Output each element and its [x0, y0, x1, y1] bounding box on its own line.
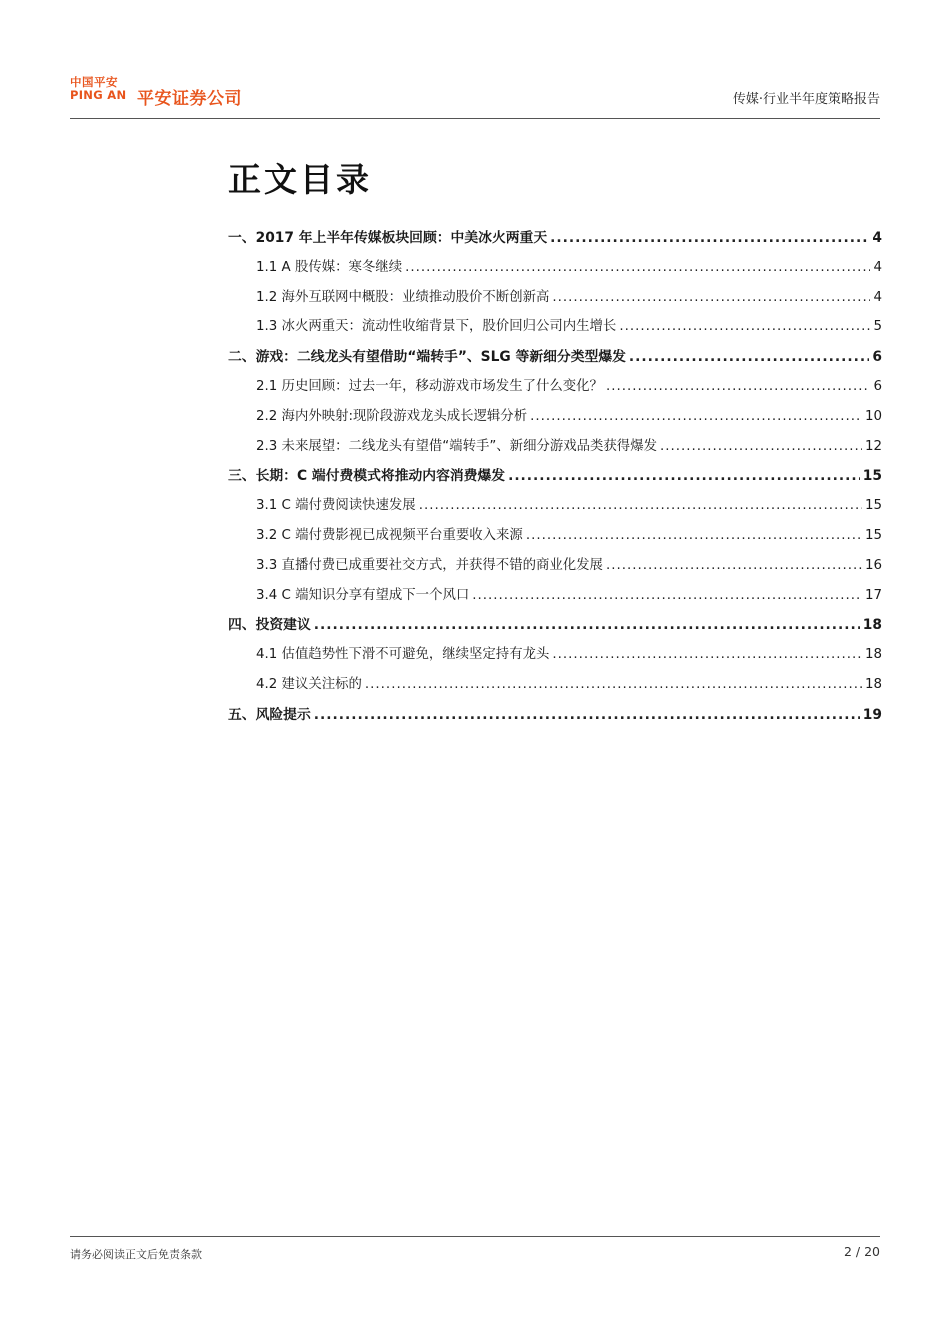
toc-entry-1-2[interactable] — [228, 286, 882, 316]
toc-entry-section-4[interactable] — [228, 613, 882, 643]
toc-page-number: 18 — [864, 676, 882, 692]
toc-entry-title: 4.1 估值趋势性下滑不可避免，继续坚定持有龙头 — [256, 647, 550, 663]
table-of-contents — [228, 226, 882, 733]
toc-page-number: 5 — [873, 319, 882, 335]
toc-page-number: 6 — [872, 349, 882, 366]
toc-entry-section-1[interactable] — [228, 226, 882, 256]
disclaimer-note: 请务必阅读正文后免责条款 — [70, 1248, 202, 1261]
toc-entry-3-2[interactable] — [228, 524, 882, 554]
logo-text-cn: 中国平安 — [70, 75, 118, 89]
toc-entry-title: 二、游戏：二线龙头有望借助“端转手”、SLG 等新细分类型爆发 — [228, 349, 626, 366]
toc-leader-dots — [552, 647, 862, 662]
toc-page-number: 4 — [873, 259, 882, 275]
toc-entry-title: 2.1 历史回顾：过去一年，移动游戏市场发生了什么变化？ — [256, 378, 603, 394]
toc-entry-1-3[interactable] — [228, 315, 882, 345]
toc-leader-dots — [660, 439, 862, 454]
toc-entry-title: 3.2 C 端付费影视已成视频平台重要收入来源 — [256, 527, 523, 543]
toc-entry-4-1[interactable] — [228, 643, 882, 673]
toc-page-number: 18 — [864, 647, 882, 663]
toc-entry-title: 一、2017 年上半年传媒板块回顾：中美冰火两重天 — [228, 230, 548, 246]
toc-page-number: 12 — [864, 438, 882, 454]
toc-entry-title: 1.3 冰火两重天：流动性收缩背景下，股价回归公司内生增长 — [256, 319, 617, 335]
toc-entry-3-4[interactable] — [228, 584, 882, 614]
toc-leader-dots — [365, 677, 862, 692]
toc-entry-2-2[interactable] — [228, 405, 882, 435]
toc-page-number: 6 — [873, 378, 882, 394]
toc-entry-title: 四、投资建议 — [228, 617, 311, 634]
toc-entry-title: 1.1 A 股传媒：寒冬继续 — [256, 259, 403, 275]
toc-entry-2-3[interactable] — [228, 435, 882, 465]
company-name: 平安证券公司 — [137, 89, 242, 109]
toc-entry-section-2[interactable] — [228, 345, 882, 375]
toc-leader-dots — [472, 588, 862, 603]
toc-entry-section-5[interactable] — [228, 703, 882, 733]
toc-leader-dots — [314, 707, 860, 723]
toc-entry-title: 2.2 海内外映射:现阶段游戏龙头成长逻辑分析 — [256, 408, 528, 424]
toc-entry-2-1[interactable] — [228, 375, 882, 405]
page-number: 2 / 20 — [843, 1244, 880, 1259]
toc-page-number: 17 — [864, 587, 882, 603]
toc-page-number: 15 — [862, 468, 882, 485]
toc-page-number: 15 — [864, 498, 882, 514]
toc-entry-3-1[interactable] — [228, 494, 882, 524]
toc-leader-dots — [526, 528, 862, 543]
toc-page-number: 18 — [862, 617, 882, 634]
toc-leader-dots — [405, 260, 870, 275]
toc-page-number: 16 — [864, 557, 882, 573]
toc-leader-dots — [619, 319, 870, 334]
toc-leader-dots — [606, 558, 862, 573]
toc-page-number: 10 — [864, 408, 882, 424]
report-type: 传媒·行业半年度策略报告 — [732, 92, 880, 107]
toc-entry-section-3[interactable] — [228, 464, 882, 494]
toc-leader-dots — [419, 498, 862, 513]
toc-entry-title: 2.3 未来展望：二线龙头有望借“端转手”、新细分游戏品类获得爆发 — [256, 438, 657, 454]
company-logo — [70, 76, 126, 102]
toc-leader-dots — [629, 349, 869, 365]
toc-entry-title: 3.1 C 端付费阅读快速发展 — [256, 498, 416, 514]
toc-entry-3-3[interactable] — [228, 554, 882, 584]
toc-entry-4-2[interactable] — [228, 673, 882, 703]
toc-entry-title: 五、风险提示 — [228, 706, 311, 723]
toc-page-number: 19 — [862, 706, 882, 723]
toc-page-number: 4 — [873, 289, 882, 305]
header-divider — [70, 118, 880, 119]
toc-page-number: 4 — [872, 230, 882, 246]
toc-entry-title: 1.2 海外互联网中概股：业绩推动股价不断创新高 — [256, 289, 550, 305]
logo-text-en: PING AN — [70, 88, 127, 102]
toc-leader-dots — [530, 409, 862, 424]
page-title: 正文目录 — [228, 160, 372, 199]
toc-leader-dots — [552, 290, 870, 305]
footer-divider — [70, 1236, 880, 1237]
toc-entry-title: 3.4 C 端知识分享有望成下一个风口 — [256, 587, 470, 603]
toc-leader-dots — [314, 617, 860, 633]
toc-entry-1-1[interactable] — [228, 256, 882, 286]
toc-leader-dots — [606, 379, 871, 394]
toc-entry-title: 3.3 直播付费已成重要社交方式，并获得不错的商业化发展 — [256, 557, 603, 573]
toc-page-number: 15 — [864, 527, 882, 543]
toc-entry-title: 三、长期：C 端付费模式将推动内容消费爆发 — [228, 468, 506, 485]
toc-entry-title: 4.2 建议关注标的 — [256, 676, 362, 692]
toc-leader-dots — [508, 468, 860, 484]
toc-leader-dots — [550, 230, 869, 246]
